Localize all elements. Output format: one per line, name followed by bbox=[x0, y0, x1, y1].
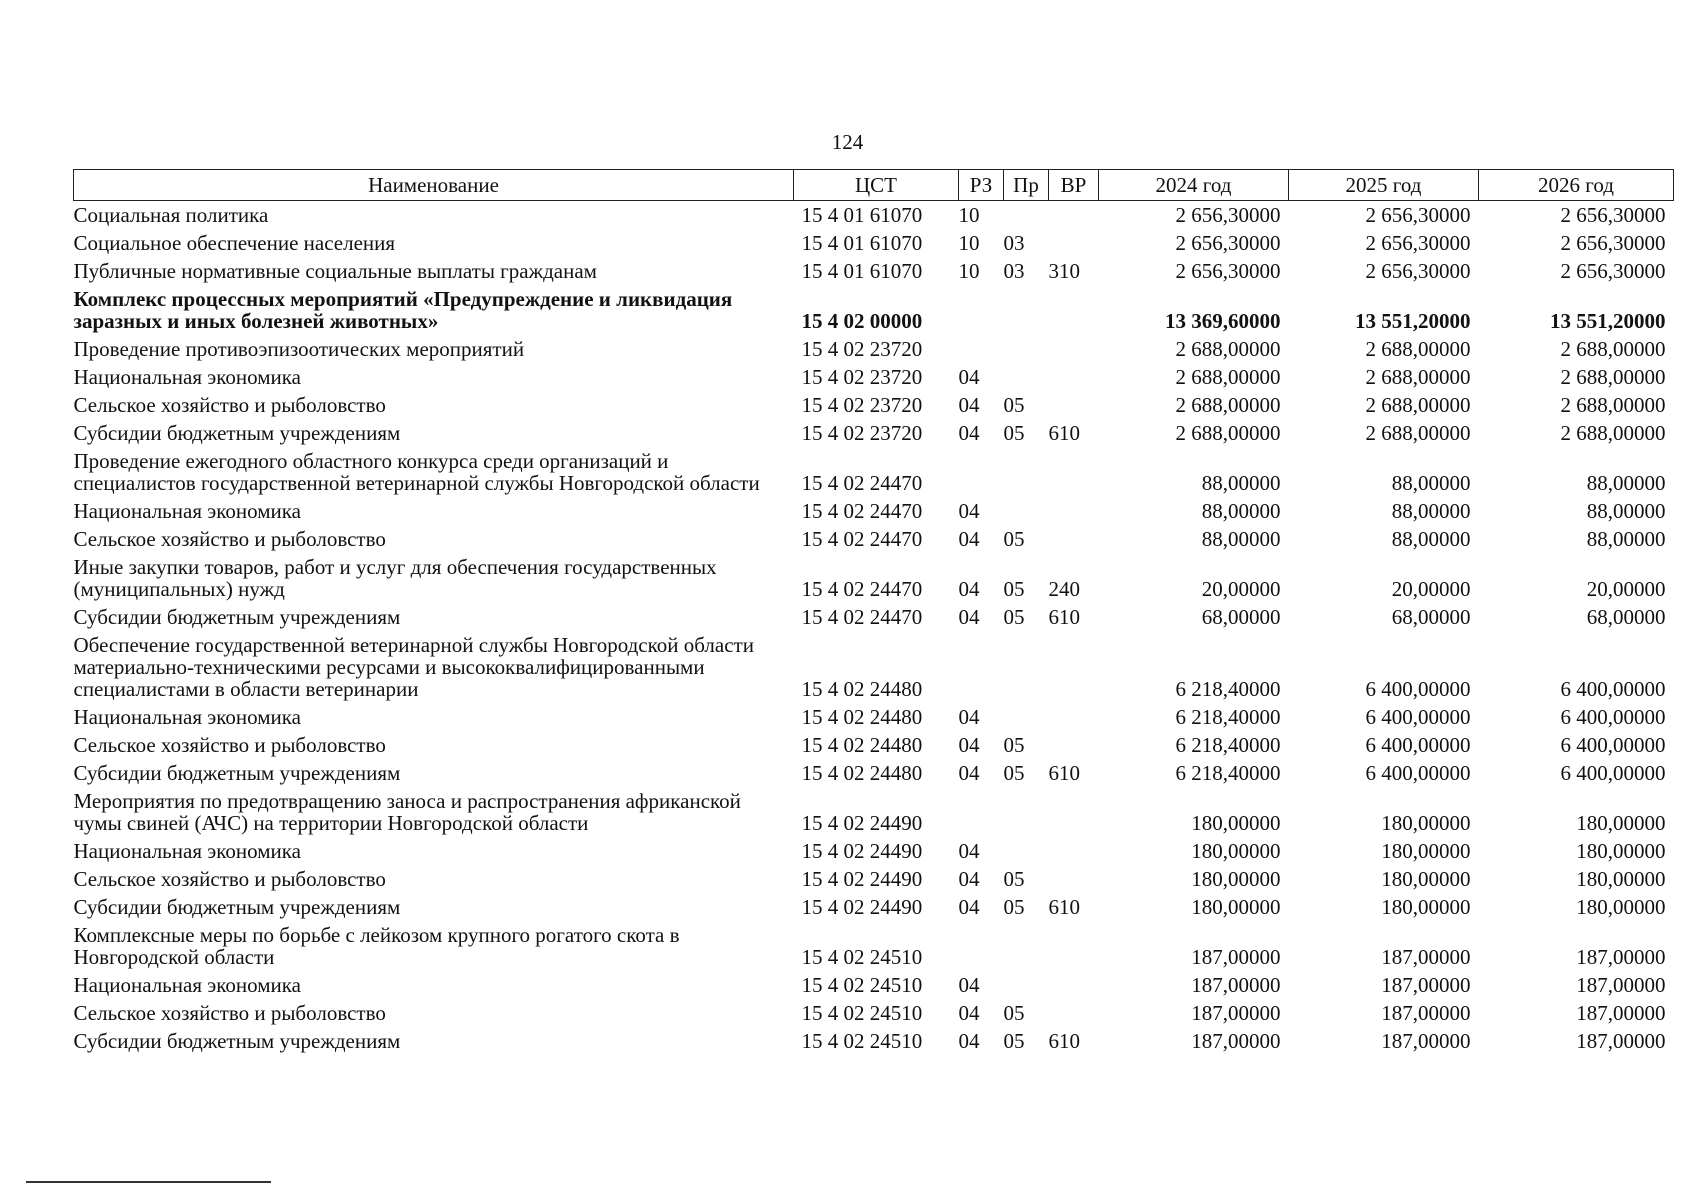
header-rz: РЗ bbox=[959, 170, 1004, 201]
row-2025: 180,00000 bbox=[1381, 895, 1471, 919]
row-2026: 6 400,00000 bbox=[1560, 761, 1666, 785]
row-name: Субсидии бюджетным учреждениям bbox=[73, 421, 401, 445]
row-pr: 03 bbox=[1003, 231, 1025, 255]
row-vr bbox=[1049, 447, 1099, 497]
row-rz: 04 bbox=[958, 867, 980, 891]
row-2026: 88,00000 bbox=[1586, 471, 1666, 495]
row-2025: 2 656,30000 bbox=[1365, 259, 1471, 283]
table-row bbox=[74, 447, 1674, 497]
row-rz: 04 bbox=[958, 365, 980, 389]
row-vr: 610 bbox=[1048, 761, 1080, 785]
row-pr bbox=[1004, 631, 1049, 703]
row-vr bbox=[1049, 229, 1099, 257]
row-2024: 13 369,60000 bbox=[1165, 309, 1281, 333]
row-2025: 13 551,20000 bbox=[1355, 309, 1471, 333]
footer-divider bbox=[26, 1181, 271, 1183]
row-rz: 04 bbox=[958, 1029, 980, 1053]
row-2024: 68,00000 bbox=[1201, 605, 1281, 629]
row-cst: 15 4 02 24470 bbox=[801, 527, 923, 551]
row-2026: 180,00000 bbox=[1576, 839, 1666, 863]
row-cst: 15 4 02 24490 bbox=[801, 839, 923, 863]
row-2025: 88,00000 bbox=[1391, 471, 1471, 495]
row-rz: 04 bbox=[958, 605, 980, 629]
row-cst: 15 4 02 24510 bbox=[801, 1029, 923, 1053]
row-name: Субсидии бюджетным учреждениям bbox=[73, 895, 401, 919]
row-2024: 187,00000 bbox=[1191, 1029, 1281, 1053]
row-2024: 20,00000 bbox=[1201, 577, 1281, 601]
row-2026: 2 656,30000 bbox=[1560, 231, 1666, 255]
row-name: Национальная экономика bbox=[73, 365, 301, 389]
row-2025: 180,00000 bbox=[1381, 811, 1471, 835]
row-name: Иные закупки товаров, работ и услуг для обеспечения государственных (муниципальных) нужд bbox=[73, 555, 717, 601]
row-2026: 2 656,30000 bbox=[1560, 259, 1666, 283]
row-name: Социальное обеспечение населения bbox=[73, 231, 396, 255]
row-cst: 15 4 02 24470 bbox=[801, 577, 923, 601]
row-pr: 05 bbox=[1003, 421, 1025, 445]
row-2024: 180,00000 bbox=[1191, 811, 1281, 835]
row-2024: 2 656,30000 bbox=[1175, 231, 1281, 255]
row-2024: 2 688,00000 bbox=[1175, 393, 1281, 417]
row-rz: 04 bbox=[958, 527, 980, 551]
table-row bbox=[74, 1027, 1674, 1055]
row-rz: 10 bbox=[958, 203, 980, 227]
row-2024: 180,00000 bbox=[1191, 839, 1281, 863]
header-pr: Пр bbox=[1004, 170, 1049, 201]
row-name: Субсидии бюджетным учреждениям bbox=[73, 761, 401, 785]
row-2025: 6 400,00000 bbox=[1365, 761, 1471, 785]
header-2024: 2024 год bbox=[1099, 170, 1289, 201]
row-2026: 13 551,20000 bbox=[1550, 309, 1666, 333]
row-2026: 88,00000 bbox=[1586, 527, 1666, 551]
row-vr bbox=[1049, 335, 1099, 363]
row-2025: 6 400,00000 bbox=[1365, 677, 1471, 701]
row-cst: 15 4 02 24470 bbox=[801, 499, 923, 523]
row-pr: 05 bbox=[1003, 761, 1025, 785]
row-2024: 6 218,40000 bbox=[1175, 761, 1281, 785]
row-rz: 04 bbox=[958, 761, 980, 785]
row-rz: 10 bbox=[958, 259, 980, 283]
row-vr bbox=[1049, 391, 1099, 419]
row-2024: 2 688,00000 bbox=[1175, 365, 1281, 389]
row-vr bbox=[1049, 865, 1099, 893]
row-vr bbox=[1049, 921, 1099, 971]
row-cst: 15 4 02 24480 bbox=[801, 677, 923, 701]
page-number: 124 bbox=[831, 130, 864, 154]
row-2026: 6 400,00000 bbox=[1560, 705, 1666, 729]
row-2026: 6 400,00000 bbox=[1560, 677, 1666, 701]
row-2026: 20,00000 bbox=[1586, 577, 1666, 601]
table-row bbox=[74, 363, 1674, 391]
row-2024: 187,00000 bbox=[1191, 1001, 1281, 1025]
row-2025: 88,00000 bbox=[1391, 499, 1471, 523]
table-row bbox=[74, 893, 1674, 921]
table-row bbox=[74, 391, 1674, 419]
row-pr: 05 bbox=[1003, 577, 1025, 601]
row-vr bbox=[1049, 787, 1099, 837]
row-2024: 88,00000 bbox=[1201, 499, 1281, 523]
row-vr: 610 bbox=[1048, 421, 1080, 445]
row-2026: 187,00000 bbox=[1576, 1001, 1666, 1025]
row-rz bbox=[959, 335, 1004, 363]
row-cst: 15 4 02 24510 bbox=[801, 1001, 923, 1025]
row-rz: 04 bbox=[958, 1001, 980, 1025]
row-2025: 187,00000 bbox=[1381, 973, 1471, 997]
row-2025: 180,00000 bbox=[1381, 839, 1471, 863]
row-vr bbox=[1049, 731, 1099, 759]
row-vr: 610 bbox=[1048, 605, 1080, 629]
table-row bbox=[74, 257, 1674, 285]
header-vr: ВР bbox=[1049, 170, 1099, 201]
row-name: Национальная экономика bbox=[73, 973, 301, 997]
row-vr bbox=[1049, 999, 1099, 1027]
row-rz: 04 bbox=[958, 421, 980, 445]
row-pr: 05 bbox=[1003, 1029, 1025, 1053]
row-name: Обеспечение государственной ветеринарной службы Новгородской области материально-техническими ресурсами и высококвалифицированными специалистами в области ветеринарии bbox=[73, 633, 754, 701]
table-row bbox=[74, 703, 1674, 731]
row-2025: 2 688,00000 bbox=[1365, 421, 1471, 445]
row-vr bbox=[1049, 497, 1099, 525]
row-2025: 180,00000 bbox=[1381, 867, 1471, 891]
row-rz: 04 bbox=[958, 393, 980, 417]
row-rz: 04 bbox=[958, 839, 980, 863]
table-row bbox=[74, 787, 1674, 837]
row-2026: 2 688,00000 bbox=[1560, 337, 1666, 361]
row-name: Национальная экономика bbox=[73, 839, 301, 863]
row-2026: 2 688,00000 bbox=[1560, 393, 1666, 417]
row-2026: 180,00000 bbox=[1576, 811, 1666, 835]
row-cst: 15 4 02 24480 bbox=[801, 761, 923, 785]
row-2026: 2 688,00000 bbox=[1560, 365, 1666, 389]
row-pr: 03 bbox=[1003, 259, 1025, 283]
row-2026: 187,00000 bbox=[1576, 1029, 1666, 1053]
row-2024: 2 656,30000 bbox=[1175, 259, 1281, 283]
row-rz: 04 bbox=[958, 705, 980, 729]
row-name: Проведение ежегодного областного конкурса среди организаций и специалистов государственной ветеринарной службы Новгородской области bbox=[73, 449, 760, 495]
row-pr: 05 bbox=[1003, 1001, 1025, 1025]
row-name: Социальная политика bbox=[73, 203, 269, 227]
table-row bbox=[74, 419, 1674, 447]
row-rz bbox=[959, 787, 1004, 837]
row-rz: 04 bbox=[958, 733, 980, 757]
row-2026: 2 656,30000 bbox=[1560, 203, 1666, 227]
row-vr bbox=[1049, 363, 1099, 391]
header-2025: 2025 год bbox=[1289, 170, 1479, 201]
row-2025: 88,00000 bbox=[1391, 527, 1471, 551]
row-rz bbox=[959, 447, 1004, 497]
row-cst: 15 4 02 24490 bbox=[801, 867, 923, 891]
row-name: Сельское хозяйство и рыболовство bbox=[73, 867, 386, 891]
row-2025: 187,00000 bbox=[1381, 945, 1471, 969]
row-pr bbox=[1004, 447, 1049, 497]
row-rz bbox=[959, 921, 1004, 971]
row-name: Сельское хозяйство и рыболовство bbox=[73, 393, 386, 417]
row-vr bbox=[1049, 525, 1099, 553]
row-2024: 6 218,40000 bbox=[1175, 677, 1281, 701]
row-rz bbox=[959, 285, 1004, 335]
row-2025: 6 400,00000 bbox=[1365, 733, 1471, 757]
row-rz: 04 bbox=[958, 895, 980, 919]
table-row bbox=[74, 865, 1674, 893]
row-cst: 15 4 02 23720 bbox=[801, 337, 923, 361]
row-cst: 15 4 02 23720 bbox=[801, 365, 923, 389]
row-2024: 88,00000 bbox=[1201, 527, 1281, 551]
row-vr bbox=[1049, 285, 1099, 335]
row-2024: 6 218,40000 bbox=[1175, 705, 1281, 729]
row-vr bbox=[1049, 837, 1099, 865]
row-vr: 610 bbox=[1048, 895, 1080, 919]
table-row bbox=[74, 335, 1674, 363]
table-row bbox=[74, 229, 1674, 257]
row-2026: 180,00000 bbox=[1576, 895, 1666, 919]
row-2026: 6 400,00000 bbox=[1560, 733, 1666, 757]
row-2026: 187,00000 bbox=[1576, 945, 1666, 969]
table-row bbox=[74, 553, 1674, 603]
row-pr bbox=[1004, 837, 1049, 865]
row-2026: 2 688,00000 bbox=[1560, 421, 1666, 445]
row-2025: 68,00000 bbox=[1391, 605, 1471, 629]
row-2025: 2 688,00000 bbox=[1365, 393, 1471, 417]
header-cst: ЦСТ bbox=[794, 170, 959, 201]
header-name: Наименование bbox=[74, 170, 794, 201]
table-header-row bbox=[74, 170, 1674, 201]
row-cst: 15 4 02 24480 bbox=[801, 733, 923, 757]
row-2025: 2 688,00000 bbox=[1365, 337, 1471, 361]
table-row bbox=[74, 603, 1674, 631]
row-2025: 2 656,30000 bbox=[1365, 231, 1471, 255]
row-rz: 10 bbox=[958, 231, 980, 255]
row-vr bbox=[1049, 703, 1099, 731]
table-row bbox=[74, 631, 1674, 703]
row-cst: 15 4 02 24490 bbox=[801, 895, 923, 919]
header-2026: 2026 год bbox=[1479, 170, 1674, 201]
row-pr bbox=[1004, 285, 1049, 335]
row-name: Сельское хозяйство и рыболовство bbox=[73, 527, 386, 551]
row-pr bbox=[1004, 363, 1049, 391]
table-row bbox=[74, 999, 1674, 1027]
table-row bbox=[74, 971, 1674, 999]
row-cst: 15 4 02 24470 bbox=[801, 605, 923, 629]
table-row bbox=[74, 731, 1674, 759]
row-2024: 187,00000 bbox=[1191, 973, 1281, 997]
row-rz: 04 bbox=[958, 499, 980, 523]
row-pr bbox=[1004, 921, 1049, 971]
row-2024: 187,00000 bbox=[1191, 945, 1281, 969]
row-cst: 15 4 02 24510 bbox=[801, 973, 923, 997]
row-rz: 04 bbox=[958, 973, 980, 997]
row-2026: 68,00000 bbox=[1586, 605, 1666, 629]
row-cst: 15 4 02 24510 bbox=[801, 945, 923, 969]
row-pr bbox=[1004, 201, 1049, 230]
table-row bbox=[74, 497, 1674, 525]
row-pr: 05 bbox=[1003, 393, 1025, 417]
row-2024: 88,00000 bbox=[1201, 471, 1281, 495]
row-cst: 15 4 02 23720 bbox=[801, 393, 923, 417]
row-2024: 180,00000 bbox=[1191, 867, 1281, 891]
table-row bbox=[74, 921, 1674, 971]
row-vr bbox=[1049, 631, 1099, 703]
row-2025: 2 688,00000 bbox=[1365, 365, 1471, 389]
row-pr: 05 bbox=[1003, 733, 1025, 757]
row-2026: 180,00000 bbox=[1576, 867, 1666, 891]
row-2024: 2 688,00000 bbox=[1175, 337, 1281, 361]
row-2024: 6 218,40000 bbox=[1175, 733, 1281, 757]
row-vr: 310 bbox=[1048, 259, 1080, 283]
row-pr bbox=[1004, 335, 1049, 363]
row-name: Сельское хозяйство и рыболовство bbox=[73, 733, 386, 757]
row-name: Публичные нормативные социальные выплаты гражданам bbox=[73, 259, 597, 283]
row-pr bbox=[1004, 971, 1049, 999]
row-pr bbox=[1004, 703, 1049, 731]
row-2025: 187,00000 bbox=[1381, 1029, 1471, 1053]
row-cst: 15 4 02 23720 bbox=[801, 421, 923, 445]
row-2024: 2 656,30000 bbox=[1175, 203, 1281, 227]
row-pr: 05 bbox=[1003, 527, 1025, 551]
row-cst: 15 4 02 24490 bbox=[801, 811, 923, 835]
row-name: Национальная экономика bbox=[73, 705, 301, 729]
row-pr bbox=[1004, 787, 1049, 837]
row-name: Проведение противоэпизоотических мероприятий bbox=[73, 337, 525, 361]
row-name: Комплексные меры по борьбе с лейкозом крупного рогатого скота в Новгородской области bbox=[73, 923, 680, 969]
row-name: Национальная экономика bbox=[73, 499, 301, 523]
table-row bbox=[74, 525, 1674, 553]
row-vr bbox=[1049, 201, 1099, 230]
row-vr: 610 bbox=[1048, 1029, 1080, 1053]
row-2026: 88,00000 bbox=[1586, 499, 1666, 523]
row-2025: 187,00000 bbox=[1381, 1001, 1471, 1025]
table-body bbox=[74, 201, 1674, 1056]
row-pr: 05 bbox=[1003, 867, 1025, 891]
row-pr: 05 bbox=[1003, 605, 1025, 629]
row-name: Субсидии бюджетным учреждениям bbox=[73, 605, 401, 629]
row-2026: 187,00000 bbox=[1576, 973, 1666, 997]
row-rz: 04 bbox=[958, 577, 980, 601]
row-cst: 15 4 01 61070 bbox=[801, 259, 923, 283]
row-cst: 15 4 01 61070 bbox=[801, 231, 923, 255]
row-2025: 6 400,00000 bbox=[1365, 705, 1471, 729]
row-cst: 15 4 02 24480 bbox=[801, 705, 923, 729]
table-row bbox=[74, 837, 1674, 865]
row-pr bbox=[1004, 497, 1049, 525]
row-name: Комплекс процессных мероприятий «Предупреждение и ликвидация заразных и иных болезней животных» bbox=[73, 287, 733, 333]
row-cst: 15 4 02 24470 bbox=[801, 471, 923, 495]
row-vr bbox=[1049, 971, 1099, 999]
table-row bbox=[74, 759, 1674, 787]
row-name: Сельское хозяйство и рыболовство bbox=[73, 1001, 386, 1025]
row-rz bbox=[959, 631, 1004, 703]
row-2025: 2 656,30000 bbox=[1365, 203, 1471, 227]
row-cst: 15 4 02 00000 bbox=[801, 309, 923, 333]
row-name: Субсидии бюджетным учреждениям bbox=[73, 1029, 401, 1053]
row-2024: 2 688,00000 bbox=[1175, 421, 1281, 445]
row-name: Мероприятия по предотвращению заноса и распространения африканской чумы свиней (АЧС) на территории Новгородской области bbox=[73, 789, 741, 835]
row-vr: 240 bbox=[1048, 577, 1080, 601]
row-pr: 05 bbox=[1003, 895, 1025, 919]
table-row bbox=[74, 285, 1674, 335]
table-row bbox=[74, 201, 1674, 230]
budget-table bbox=[73, 169, 1674, 1055]
row-2024: 180,00000 bbox=[1191, 895, 1281, 919]
row-2025: 20,00000 bbox=[1391, 577, 1471, 601]
row-cst: 15 4 01 61070 bbox=[801, 203, 923, 227]
